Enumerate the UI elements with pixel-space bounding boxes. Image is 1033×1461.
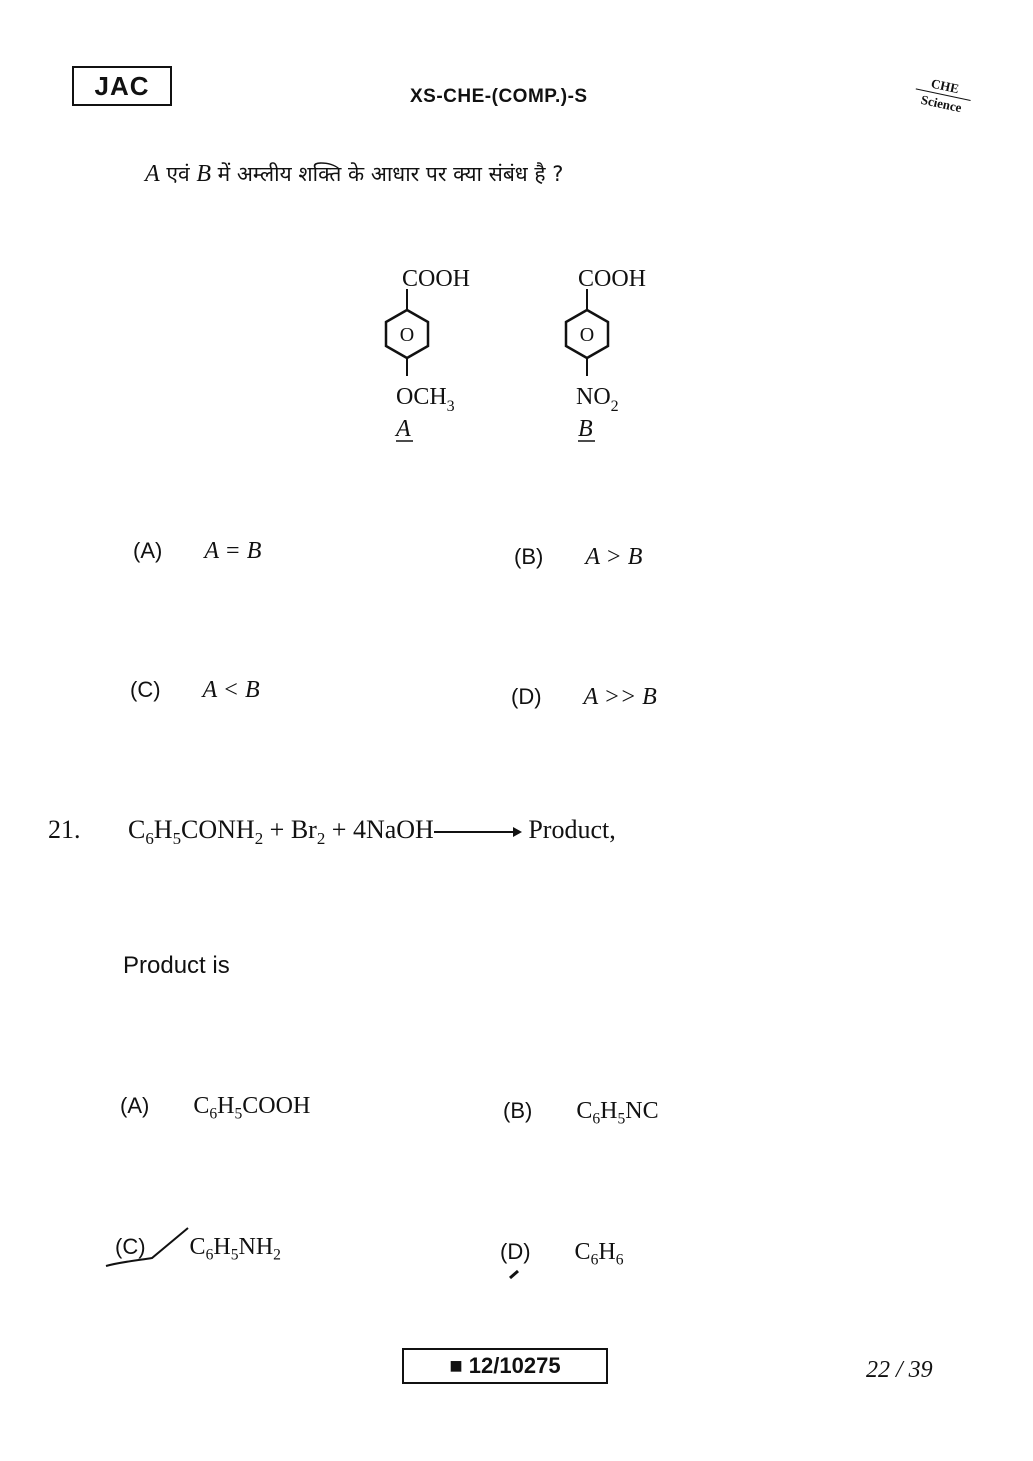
structure-a (386, 266, 470, 442)
question-21-number: 21. (48, 815, 81, 844)
checkmark-icon (100, 1222, 200, 1272)
q20-option-a[interactable] (133, 538, 261, 565)
q20-option-d[interactable] (511, 684, 657, 711)
page-number: 22 / 39 (866, 1357, 933, 1383)
question-text-2: में अम्लीय शक्ति के आधार पर क्या संबंध है ? (210, 162, 564, 186)
board-logo: JAC (72, 66, 172, 106)
chemical-structures (380, 255, 680, 455)
option-letter: (C) (115, 1234, 146, 1259)
q21-option-b[interactable] (503, 1098, 659, 1128)
option-text: $C_6H_5NC$ (576, 1098, 659, 1128)
q20-option-b[interactable] (514, 544, 642, 571)
subject-stamp (900, 71, 982, 139)
option-text: A > B (585, 544, 643, 570)
question-21-prompt: Product is (123, 952, 230, 979)
option-text: $C_6H_5NH_2$ (189, 1234, 281, 1264)
option-letter: (A) (133, 538, 163, 563)
option-text: $C_6H_5COOH$ (193, 1093, 311, 1123)
structure-b (566, 266, 646, 442)
option-text: A = B (204, 538, 262, 564)
structure-b-bottom-group: $NO_2$ (576, 384, 619, 415)
option-letter: (D) (500, 1239, 531, 1264)
var-b: B (196, 161, 211, 187)
paper-code: XS-CHE-(COMP.)-S (410, 86, 588, 107)
var-a: A (145, 161, 160, 187)
structure-a-bottom-group: $OCH_3$ (396, 384, 455, 415)
reaction-arrow-icon (434, 827, 522, 837)
question-20-text (145, 160, 563, 188)
ring-a-label: O (399, 324, 415, 346)
option-letter: (C) (130, 677, 161, 702)
q21-option-a[interactable] (120, 1093, 310, 1123)
option-text: $C_6H_6$ (574, 1239, 624, 1269)
question-text-1: एवं (159, 162, 197, 186)
stamp-top-text: CHE (916, 73, 974, 101)
q21-option-d[interactable] (500, 1239, 624, 1269)
structure-a-top-group: COOH (402, 266, 471, 292)
stamp-bottom-text: Science (919, 91, 963, 116)
structure-b-label: B (578, 416, 593, 442)
option-letter: (A) (120, 1093, 150, 1118)
structure-a-label: A (396, 416, 411, 442)
structure-b-top-group: COOH (578, 266, 647, 292)
option-letter: (D) (511, 684, 542, 709)
option-letter: (B) (503, 1098, 533, 1123)
pen-mark-icon (508, 1268, 522, 1280)
q20-option-c[interactable] (130, 677, 260, 704)
footer-paper-code: ■ 12/10275 (402, 1348, 608, 1384)
reaction-equation: $C_6H_5CONH_2 + Br_2$ + 4NaOH Product, (128, 815, 616, 848)
option-text: A < B (202, 677, 260, 703)
option-letter: (B) (514, 544, 544, 569)
ring-b-label: O (579, 324, 595, 346)
option-text: A >> B (583, 684, 657, 710)
